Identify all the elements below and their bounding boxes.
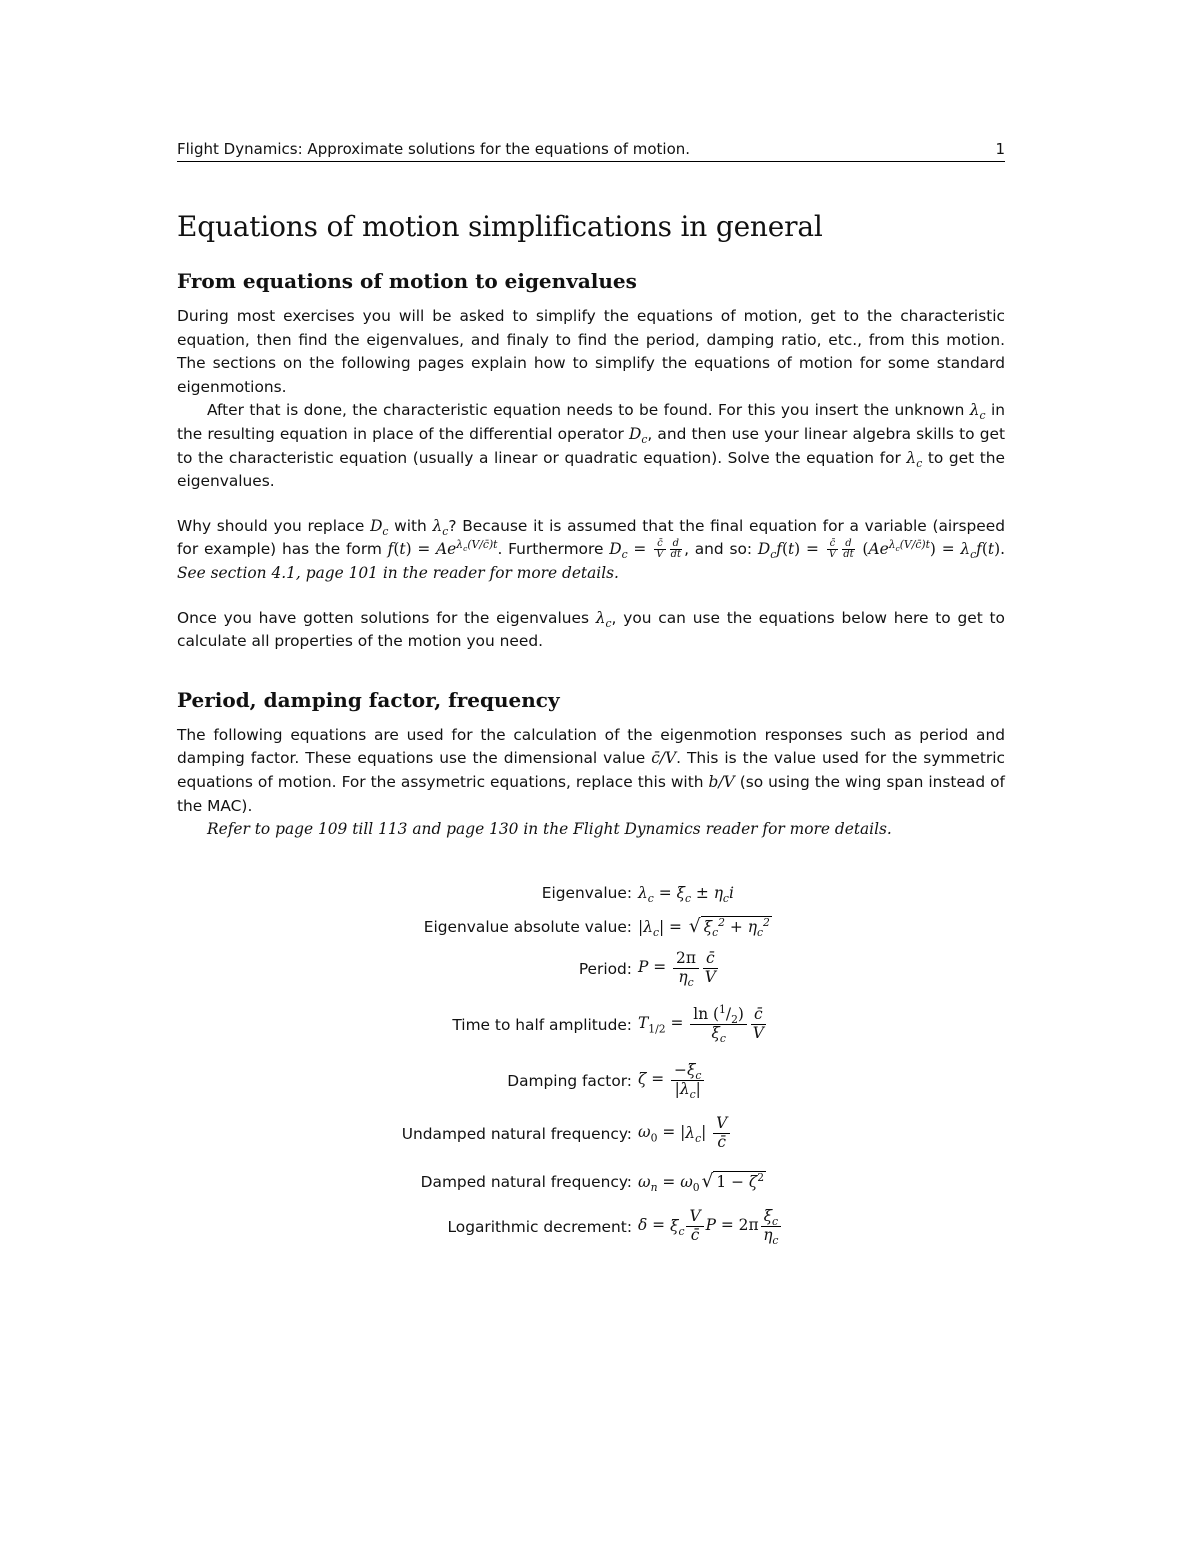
equations-block: [177, 876, 1005, 1252]
document-title: Equations of motion simplifications in general: [177, 210, 823, 243]
equation-period: Period: P = $\frac{2\pi}{\eta_c}$ $\frac{c̄}{V}$: [578, 949, 716, 990]
paragraph-characteristic-equation: After that is done, the characteristic equation needs to be found. For this you insert the unknown $\lambda_c$ in the resulting equation in place of the differential operator $D_c$, and then use your linear algebra skills to get to the characteristic equation (usually a linear or quadratic equation). Solve the equation for $\lambda_c$ to get the eigenvalues.: [177, 401, 1005, 491]
paragraph-once-solutions: Once you have gotten solutions for the eigenvalues $\lambda_c$, you can use the equations below here to get to calculate all properties of the motion you need.: [177, 608, 1005, 651]
page: [177, 140, 1005, 1252]
equation-damping-factor: Damping factor: ζ = $\frac{-\xi_c}{|\lambda_c|}$: [177, 1056, 1005, 1106]
header-title: Flight Dynamics: Approximate solutions for the equations of motion.: [177, 140, 691, 158]
paragraph-refer-reader: Refer to page 109 till 113 and page 130 in the Flight Dynamics reader for more details.: [207, 820, 892, 839]
section-heading-eigenvalues: From equations of motion to eigenvalues: [177, 269, 637, 293]
running-header: [177, 140, 1005, 162]
section-heading-period: Period, damping factor, frequency: [177, 687, 560, 712]
paragraph-why-replace: Why should you replace $D_c$ with $\lambda_c$? Because it is assumed that the final equation for a variable (airspeed for example) has the form $f(t) = Ae^{\lambda_c(V/c̄)t}$. Furthermore $D_c$ = $\frac{c̄}{V}$ $\frac{d}{dt}$ , and so: $D_cf(t)$ = $\frac{c̄}{V}$ $\frac{d}{dt}$ $(Ae^{\lambda_c(V/c̄)t}) = \lambda_cf(t)$. See section 4.1, page 101 in the reader for more details.: [177, 516, 1005, 582]
equation-damped-frequency: Damped natural frequency: $\omega_n = \omega_0$ √ $1 - \zeta^2$: [420, 1171, 765, 1195]
equation-eigenvalue: Eigenvalue: $\lambda_c = \xi_c \pm \eta_ci$: [541, 883, 734, 905]
equation-time-half-amplitude: Time to half amplitude: $T_{1/2}$ = $\frac{\ln (^1/_2)}{\xi_c}$ $\frac{c̄}{V}$: [452, 1003, 764, 1046]
equation-logarithmic-decrement: Logarithmic decrement: $\delta = \xi_c$ $\frac{V}{c̄}$ P = 2π $\frac{\xi_c}{\eta_c}$: [177, 1202, 1005, 1252]
page-number: 1: [995, 140, 1005, 158]
equation-eigenvalue-absolute: Eigenvalue absolute value: $|\lambda_c|$ = √ $\xi_c^2 + \eta_c^2$: [423, 916, 770, 940]
equation-undamped-frequency: Undamped natural frequency: $\omega_0 = |\lambda_c|$ $\frac{V}{c̄}$: [177, 1106, 1005, 1162]
paragraph-intro: During most exercises you will be asked to simplify the equations of motion, get to the characteristic equation, then find the eigenvalues, and finaly to find the period, damping ratio, etc., from this motion. The sections on the following pages explain how to simplify the equations of motion for some standard eigenmotions.: [177, 307, 1005, 396]
paragraph-dimensional-value: The following equations are used for the calculation of the eigenmotion responses such as period and damping factor. These equations use the dimensional value c̄/V. This is the value used for the symmetric equations of motion. For the assymetric equations, replace this with b/V (so using the wing span instead of the MAC).: [177, 725, 1005, 815]
